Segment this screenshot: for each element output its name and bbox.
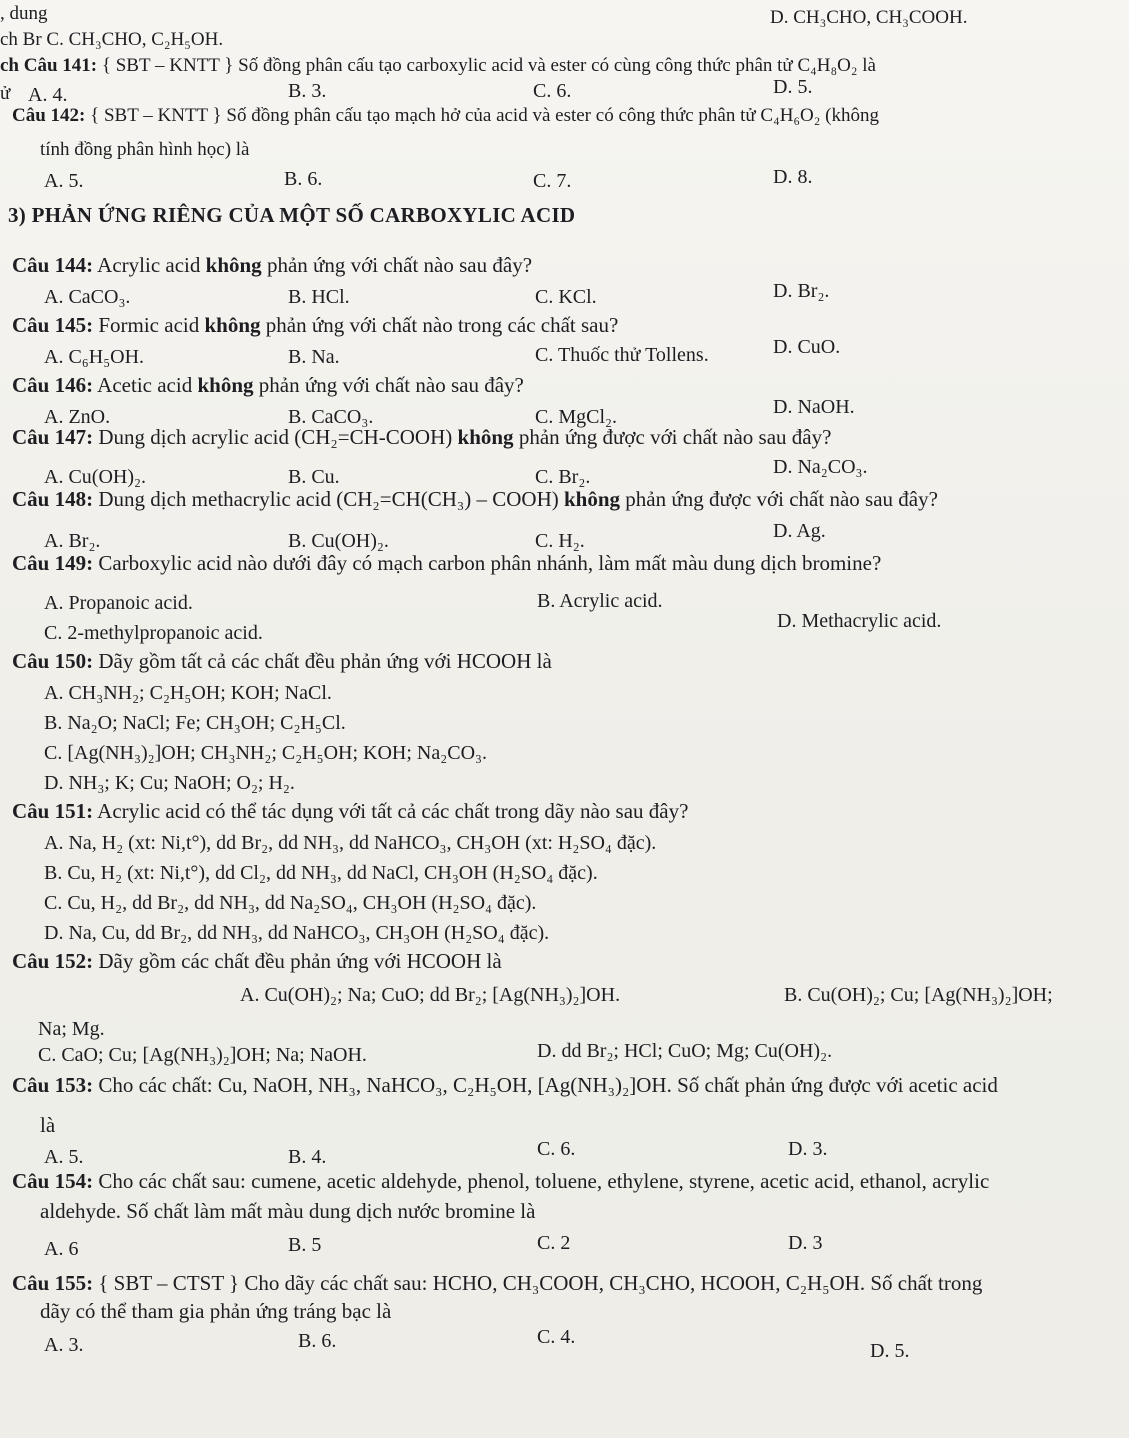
q144-label: Câu 144: <box>12 253 94 277</box>
q150-stem <box>12 650 552 673</box>
q147-text-pre: Dung dịch acrylic acid (CH₂=CH-COOH) <box>93 425 458 449</box>
q146-option-a: A. ZnO. <box>44 406 111 428</box>
q152-label: Câu 152: <box>12 949 94 973</box>
q144-option-b: B. HCl. <box>288 286 350 308</box>
q145-option-a: A. C₆H₅OH. <box>44 346 145 368</box>
q151-option-a: A. Na, H₂ (xt: Ni,t°), dd Br₂, dd NH₃, dd NaHCO₃, CH₃OH (xt: H₂SO₄ đặc). <box>44 832 657 854</box>
q154-stem <box>12 1170 989 1193</box>
q154-text: Cho các chất sau: cumene, acetic aldehyde, phenol, toluene, ethylene, styrene, acetic acid, ethanol, acrylic <box>93 1169 990 1193</box>
q141-left: ử <box>0 83 11 104</box>
q146-text-post: phản ứng với chất nào sau đây? <box>253 373 524 397</box>
cutoff-text-2: ch Br C. CH₃CHO, C₂H₅OH. <box>0 29 224 50</box>
q153-option-c: C. 6. <box>537 1138 576 1160</box>
q150-option-d: D. NH₃; K; Cu; NaOH; O₂; H₂. <box>44 772 295 794</box>
q151-label: Câu 151: <box>12 799 94 823</box>
q148-text-pre: Dung dịch methacrylic acid (CH₂=CH(CH₃) – COOH) <box>93 487 564 511</box>
q148-text-bold: không <box>563 487 621 511</box>
q146-text-pre: Acetic acid <box>93 373 198 397</box>
q155-option-a: A. 3. <box>44 1334 84 1356</box>
q149-text: Carboxylic acid nào dưới đây có mạch carbon phân nhánh, làm mất màu dung dịch bromine? <box>93 551 882 575</box>
q146-option-b: B. CaCO₃. <box>288 406 374 428</box>
q149-stem <box>12 552 881 575</box>
q144-option-c: C. KCl. <box>535 286 597 308</box>
q151-text: Acrylic acid có thể tác dụng với tất cả các chất trong dãy nào sau đây? <box>93 799 689 823</box>
q149-option-a: A. Propanoic acid. <box>44 592 193 614</box>
q152-option-a: A. Cu(OH)₂; Na; CuO; dd Br₂; [Ag(NH₃)₂]OH. <box>240 984 621 1006</box>
q144-option-d: D. Br₂. <box>773 280 830 302</box>
q153-option-b: B. 4. <box>288 1146 327 1168</box>
q142-option-c: C. 7. <box>533 170 572 192</box>
q148-option-b: B. Cu(OH)₂. <box>288 530 389 552</box>
q155-text-2: dãy có thể tham gia phản ứng tráng bạc là <box>40 1299 392 1323</box>
q146-option-d: D. NaOH. <box>773 396 855 418</box>
q146-text-bold: không <box>197 373 254 397</box>
q147-stem <box>12 426 831 449</box>
q150-label: Câu 150: <box>12 649 94 673</box>
q154-label: Câu 154: <box>12 1169 94 1193</box>
q147-option-d: D. Na₂CO₃. <box>773 456 868 478</box>
q145-text-pre: Formic acid <box>93 313 205 337</box>
q142-line <box>12 106 879 127</box>
q148-label: Câu 148: <box>12 487 94 511</box>
q153-stem <box>12 1074 998 1097</box>
q152-stem <box>12 950 502 973</box>
q152-option-b: B. Cu(OH)₂; Cu; [Ag(NH₃)₂]OH; <box>784 984 1053 1006</box>
q148-stem <box>12 488 938 511</box>
q148-option-d: D. Ag. <box>773 520 826 542</box>
q142-option-d: D. 8. <box>773 166 813 188</box>
q153-option-a: A. 5. <box>44 1146 84 1168</box>
q155-option-b: B. 6. <box>298 1330 337 1352</box>
q154-option-c: C. 2 <box>537 1232 571 1254</box>
q142-text: { SBT – KNTT } Số đồng phân cấu tạo mạch hở của acid và ester có công thức phân tử C₄H₆O₂ (không <box>85 105 879 126</box>
q155-stem <box>12 1272 982 1295</box>
q142-option-b: B. 6. <box>284 168 323 190</box>
q150-option-b: B. Na₂O; NaCl; Fe; CH₃OH; C₂H₅Cl. <box>44 712 346 734</box>
q147-option-c: C. Br₂. <box>535 466 591 488</box>
q145-stem <box>12 314 618 337</box>
q149-option-d: D. Methacrylic acid. <box>777 610 942 632</box>
q152-option-c: C. CaO; Cu; [Ag(NH₃)₂]OH; Na; NaOH. <box>38 1044 367 1066</box>
q140-option-d: D. CH₃CHO, CH₃COOH. <box>770 7 968 28</box>
q147-text-post: phản ứng được với chất nào sau đây? <box>513 425 832 449</box>
q153-text: Cho các chất: Cu, NaOH, NH₃, NaHCO₃, C₂H₅OH, [Ag(NH₃)₂]OH. Số chất phản ứng được với acetic acid <box>93 1073 998 1097</box>
q145-text-post: phản ứng với chất nào trong các chất sau? <box>260 313 619 337</box>
q147-label: Câu 147: <box>12 425 94 449</box>
q141-text: { SBT – KNTT } Số đồng phân cấu tạo carboxylic acid và ester có cùng công thức phân tử C₄H₈O₂ là <box>97 55 876 76</box>
q141-option-d: D. 5. <box>773 76 813 98</box>
q154-option-d: D. 3 <box>788 1232 823 1254</box>
q145-option-c: C. Thuốc thử Tollens. <box>535 344 709 366</box>
q141-option-b: B. 3. <box>288 80 327 102</box>
q149-option-b: B. Acrylic acid. <box>537 590 663 612</box>
q141-option-c: C. 6. <box>533 80 572 102</box>
q145-label: Câu 145: <box>12 313 94 337</box>
q141-option-a: A. 4. <box>28 84 68 106</box>
q151-option-b: B. Cu, H₂ (xt: Ni,t°), dd Cl₂, dd NH₃, dd NaCl, CH₃OH (H₂SO₄ đặc). <box>44 862 598 884</box>
q148-text-post: phản ứng được với chất nào sau đây? <box>620 487 938 511</box>
q142-text-2: tính đồng phân hình học) là <box>40 139 250 160</box>
cutoff-text-1: , dung <box>0 3 48 24</box>
q147-option-b: B. Cu. <box>288 466 340 488</box>
q149-label: Câu 149: <box>12 551 94 575</box>
q144-text-pre: Acrylic acid <box>93 253 206 277</box>
q141-label: ch Câu 141: <box>0 55 98 76</box>
q152-text: Dãy gồm các chất đều phản ứng với HCOOH là <box>93 949 502 973</box>
q151-option-c: C. Cu, H₂, dd Br₂, dd NH₃, dd Na₂SO₄, CH₃OH (H₂SO₄ đặc). <box>44 892 537 914</box>
q153-text-2: là <box>40 1113 56 1137</box>
q147-option-a: A. Cu(OH)₂. <box>44 466 146 488</box>
q142-label: Câu 142: <box>12 105 86 126</box>
q145-option-b: B. Na. <box>288 346 340 368</box>
q148-option-a: A. Br₂. <box>44 530 101 552</box>
q149-option-c: C. 2-methylpropanoic acid. <box>44 622 263 644</box>
q141-line <box>0 56 876 77</box>
q152-option-b-cont: Na; Mg. <box>38 1018 105 1040</box>
q150-option-c: C. [Ag(NH₃)₂]OH; CH₃NH₂; C₂H₅OH; KOH; Na₂CO₃. <box>44 742 487 764</box>
q154-text-2: aldehyde. Số chất làm mất màu dung dịch nước bromine là <box>40 1199 536 1223</box>
q148-option-c: C. H₂. <box>535 530 585 552</box>
q144-option-a: A. CaCO₃. <box>44 286 131 308</box>
section-heading: 3) PHẢN ỨNG RIÊNG CỦA MỘT SỐ CARBOXYLIC ACID <box>8 203 576 227</box>
q151-stem <box>12 800 688 823</box>
q145-option-d: D. CuO. <box>773 336 841 358</box>
q155-option-c: C. 4. <box>537 1326 576 1348</box>
q155-option-d: D. 5. <box>870 1340 910 1362</box>
q147-text-bold: không <box>457 425 514 449</box>
q155-label: Câu 155: <box>12 1271 94 1295</box>
q146-label: Câu 146: <box>12 373 94 397</box>
q155-text: { SBT – CTST } Cho dãy các chất sau: HCHO, CH₃COOH, CH₃CHO, HCOOH, C₂H₅OH. Số chất trong <box>93 1271 983 1295</box>
q150-text: Dãy gồm tất cả các chất đều phản ứng với HCOOH là <box>93 649 552 673</box>
q146-stem <box>12 374 524 397</box>
q153-option-d: D. 3. <box>788 1138 828 1160</box>
q142-option-a: A. 5. <box>44 170 84 192</box>
q144-stem <box>12 254 532 277</box>
q146-option-c: C. MgCl₂. <box>535 406 617 428</box>
q145-text-bold: không <box>204 313 261 337</box>
q150-option-a: A. CH₃NH₂; C₂H₅OH; KOH; NaCl. <box>44 682 332 704</box>
q144-text-bold: không <box>205 253 262 277</box>
q153-label: Câu 153: <box>12 1073 94 1097</box>
q152-option-d: D. dd Br₂; HCl; CuO; Mg; Cu(OH)₂. <box>537 1040 833 1062</box>
q151-option-d: D. Na, Cu, dd Br₂, dd NH₃, dd NaHCO₃, CH₃OH (H₂SO₄ đặc). <box>44 922 550 944</box>
q154-option-b: B. 5 <box>288 1234 322 1256</box>
q154-option-a: A. 6 <box>44 1238 79 1260</box>
q144-text-post: phản ứng với chất nào sau đây? <box>261 253 533 277</box>
